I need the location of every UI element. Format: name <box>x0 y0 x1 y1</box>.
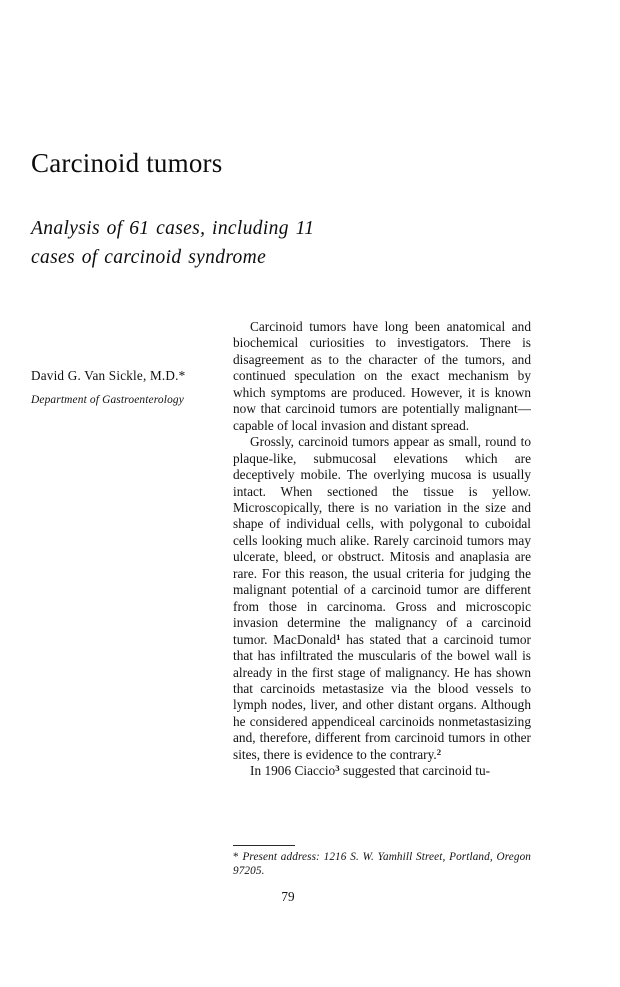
body-paragraph-2-continued: has stated that a carcinoid tumor that has infiltrated the muscularis of the bowel wall is already in the first stage of malignancy. He has shown that carcinoids metastasize via the blood vessels to lymph nodes, liver, and other distant organs. Although he considered appendiceal carcinoids nonmetastasizing and, therefore, different from carcinoid tumors in other sites, there is evidence to the contrary. <box>233 631 531 762</box>
body-paragraph-2 <box>233 434 531 763</box>
body-paragraph-3-text: In 1906 Ciaccio <box>250 763 336 779</box>
body-paragraph-1: Carcinoid tumors have long been anatomical and biochemical curiosities to investigators. There is disagreement as to the character of the tumors, and continued speculation on the exact mechanism by which symptoms are produced. However, it is known now that carcinoid tumors are potentially malignant—capable of local invasion and distant spread. <box>233 319 531 433</box>
body-paragraph-3-continued: suggested that carcinoid tu- <box>339 763 491 779</box>
article-subtitle: Analysis of 61 cases, including 11 cases of carcinoid syndrome <box>31 218 315 268</box>
reference-marker-1: 1 <box>336 631 341 642</box>
footnote-block <box>233 845 531 878</box>
body-column <box>233 319 531 780</box>
reference-marker-2: 2 <box>436 746 442 757</box>
author-name: David G. Van Sickle, M.D.* <box>31 368 186 383</box>
author-block <box>31 366 216 408</box>
author-affiliation: Department of Gastroenterology <box>31 393 184 406</box>
reference-marker-3: 3 <box>335 763 340 774</box>
footnote-separator-rule <box>233 845 295 846</box>
footnote-marker: * <box>233 851 239 863</box>
page-title: Carcinoid tumors <box>31 148 223 179</box>
body-paragraph-2-text: Grossly, carcinoid tumors appear as small, round to plaque-like, submucosal elevations which are deceptively mobile. The overlying mucosa is usually intact. When sectioned the tissue is yellow. Microscopically, there is no variation in the size and shape of individual cells, with polygonal to cuboidal cells looking much alike. Rarely carcinoid tumors may ulcerate, bleed, or obstruct. Mitosis and anaplasia are rare. For this reason, the usual criteria for judging the malignant potential of a carcinoid tumor are different from those in carcinoma. Gross and microscopic invasion determine the malignancy of a carcinoid tumor. MacDonald <box>233 434 531 647</box>
page-number: 79 <box>281 889 295 904</box>
footnote-text <box>233 850 531 878</box>
body-paragraph-3 <box>233 763 531 779</box>
footnote-body: Present address: 1216 S. W. Yamhill Street, Portland, Oregon 97205. <box>233 851 531 878</box>
